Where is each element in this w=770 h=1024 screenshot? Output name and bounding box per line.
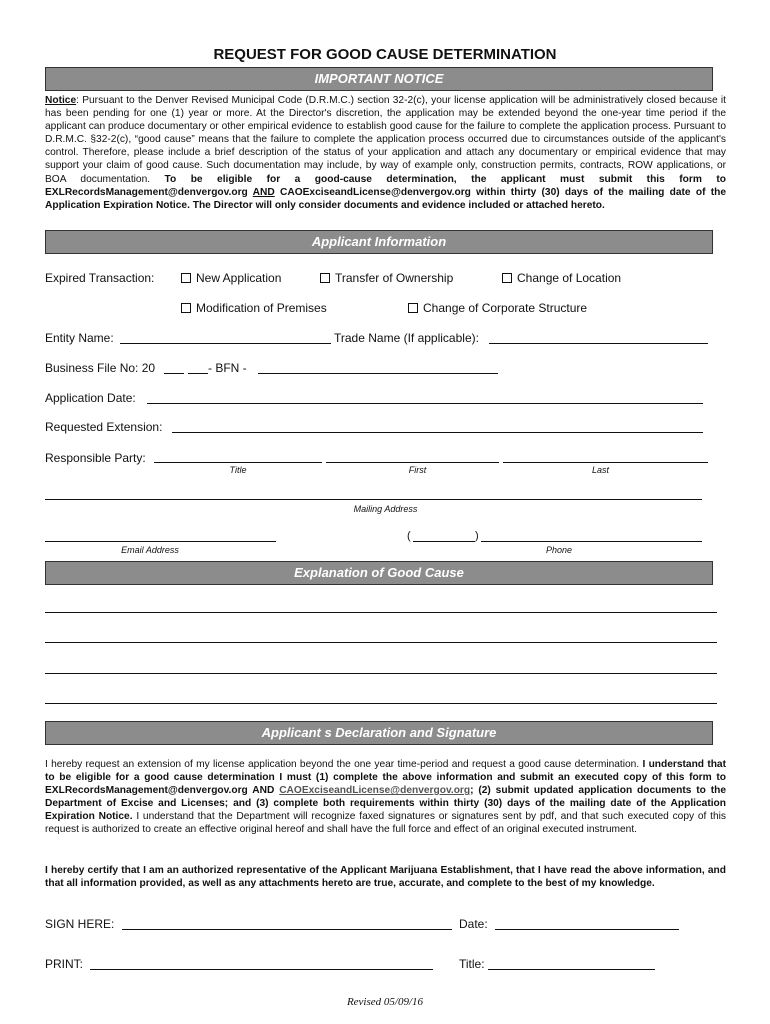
new-application-option[interactable] bbox=[181, 271, 281, 285]
notice-bold-a: To be eligible for a good-cause determination, the applicant must submit this form to EXLRecordsManagement@denvergov.org bbox=[45, 173, 726, 198]
phone-paren-open: ( bbox=[407, 530, 411, 542]
applicant-information-bar: Applicant Information bbox=[45, 230, 713, 254]
declaration-bar: Applicant s Declaration and Signature bbox=[45, 721, 713, 745]
responsible-party-title-field[interactable] bbox=[154, 462, 322, 463]
corporate-structure-label: Change of Corporate Structure bbox=[423, 301, 588, 315]
explanation-bar: Explanation of Good Cause bbox=[45, 561, 713, 585]
transfer-ownership-label: Transfer of Ownership bbox=[335, 271, 454, 285]
bfn-field[interactable] bbox=[258, 373, 498, 374]
notice-bold-b: CAOExciseandLicense@denvergov.org within thirty (30) days of the mailing date of the Application Expiration Notice. The Director will only consider documents and evidence included or attached hereto. bbox=[45, 186, 726, 211]
business-file-label: Business File No: 20 bbox=[45, 361, 156, 375]
change-location-option[interactable] bbox=[502, 271, 621, 285]
new-application-label: New Application bbox=[196, 271, 282, 285]
declaration-paragraph bbox=[45, 758, 726, 837]
explanation-line-2[interactable] bbox=[45, 642, 717, 643]
signature-field[interactable] bbox=[122, 929, 452, 930]
date-field[interactable] bbox=[495, 929, 679, 930]
trade-name-field[interactable] bbox=[489, 343, 708, 344]
last-caption: Last bbox=[591, 465, 609, 475]
change-location-checkbox[interactable] bbox=[502, 273, 512, 283]
declaration-plain-2: I understand that the Department will recognize faxed signatures or signatures sent by pdf, and that such executed copy of this request is authorized to create an effective original hereof and shall have the full force and effect of an original executed instrument. bbox=[45, 811, 727, 836]
responsible-party-first-field[interactable] bbox=[326, 462, 499, 463]
change-location-label: Change of Location bbox=[517, 271, 622, 285]
certification-paragraph: I hereby certify that I am an authorized representative of the Applicant Marijuana Establishment, that I have read the above information, and that all information provided, as well as any attachments hereto are true, accurate, and complete to the best of my knowledge. bbox=[45, 865, 726, 890]
transfer-ownership-option[interactable] bbox=[320, 271, 453, 285]
phone-caption: Phone bbox=[545, 545, 573, 555]
date-label: Date: bbox=[459, 917, 488, 931]
first-caption: First bbox=[408, 465, 427, 475]
declaration-plain-1: I hereby request an extension of my license application beyond the one year time-period and request a good cause determination. bbox=[45, 759, 643, 770]
explanation-line-1[interactable] bbox=[45, 612, 717, 613]
sign-here-label: SIGN HERE: bbox=[45, 917, 115, 931]
mailing-address-field[interactable] bbox=[45, 499, 702, 500]
notice-text: : Pursuant to the Denver Revised Municipal Code (D.R.M.C.) section 32-2(c), your license application will be administratively closed because it has been pending for one (1) year or more. At the Director's discretion, the application may be extended beyond the one-year time period if the applicant can produce documentary or other empirical evidence to establish good cause for the failure to complete the application process. Pursuant to D.R.M.C. §32-2(c), “good cause” means that the failure to complete the application process occurred due to circumstances outside of the applicant's control. Therefore, please include a brief description of the status of your application and attach any documentary or empirical evidence that may support your claim of good cause. Such documentation may include, by way of example only, construction permits, contracts, ROW applications, or BOA documentation. bbox=[45, 95, 726, 185]
email-address-caption: Email Address bbox=[121, 545, 179, 555]
application-date-label: Application Date: bbox=[45, 391, 136, 405]
modification-premises-option[interactable] bbox=[181, 301, 327, 315]
title-field[interactable] bbox=[488, 969, 655, 970]
responsible-party-label: Responsible Party: bbox=[45, 451, 146, 465]
requested-extension-field[interactable] bbox=[172, 432, 703, 433]
transfer-ownership-checkbox[interactable] bbox=[320, 273, 330, 283]
title-caption: Title bbox=[229, 465, 247, 475]
modification-premises-label: Modification of Premises bbox=[196, 301, 327, 315]
form-title: REQUEST FOR GOOD CAUSE DETERMINATION bbox=[213, 46, 557, 63]
print-name-field[interactable] bbox=[90, 969, 433, 970]
new-application-checkbox[interactable] bbox=[181, 273, 191, 283]
mailing-address-caption: Mailing Address bbox=[353, 504, 418, 514]
phone-number-field[interactable] bbox=[481, 541, 702, 542]
cao-email-link[interactable]: CAOExciseandLicense@denvergov.org bbox=[279, 785, 471, 797]
entity-name-field[interactable] bbox=[120, 343, 331, 344]
phone-paren-close: ) bbox=[475, 530, 479, 542]
trade-name-label: Trade Name (If applicable): bbox=[334, 331, 479, 345]
business-file-number-field[interactable] bbox=[188, 373, 208, 374]
corporate-structure-checkbox[interactable] bbox=[408, 303, 418, 313]
title-label: Title: bbox=[459, 957, 485, 971]
requested-extension-label: Requested Extension: bbox=[45, 420, 163, 434]
explanation-line-3[interactable] bbox=[45, 673, 717, 674]
email-address-field[interactable] bbox=[45, 541, 276, 542]
declaration-bold-2: ; (2) submit updated application documents to the Department of Excise and Licenses; and (3) complete both requirements within thirty (30) days of the mailing date of the Application Expiration Notice. bbox=[45, 785, 726, 823]
declaration-bold-1: I understand that to be eligible for a good cause determination I must (1) complete the above information and submit an executed copy of this form to EXLRecordsManagement@denvergov.org AND bbox=[45, 759, 726, 797]
corporate-structure-option[interactable] bbox=[408, 301, 587, 315]
important-notice-bar: IMPORTANT NOTICE bbox=[45, 67, 713, 91]
expired-transaction-label: Expired Transaction: bbox=[45, 271, 155, 285]
application-date-field[interactable] bbox=[147, 403, 703, 404]
entity-name-label: Entity Name: bbox=[45, 331, 114, 345]
notice-label: Notice bbox=[45, 95, 77, 106]
phone-area-code-field[interactable] bbox=[413, 541, 475, 542]
notice-paragraph bbox=[45, 94, 726, 212]
bfn-label: - BFN - bbox=[208, 361, 247, 375]
notice-and: AND bbox=[252, 186, 275, 198]
explanation-line-4[interactable] bbox=[45, 703, 717, 704]
modification-premises-checkbox[interactable] bbox=[181, 303, 191, 313]
responsible-party-last-field[interactable] bbox=[503, 462, 708, 463]
business-file-year-field[interactable] bbox=[164, 373, 184, 374]
revised-date: Revised 05/09/16 bbox=[346, 996, 424, 1008]
print-label: PRINT: bbox=[45, 957, 84, 971]
